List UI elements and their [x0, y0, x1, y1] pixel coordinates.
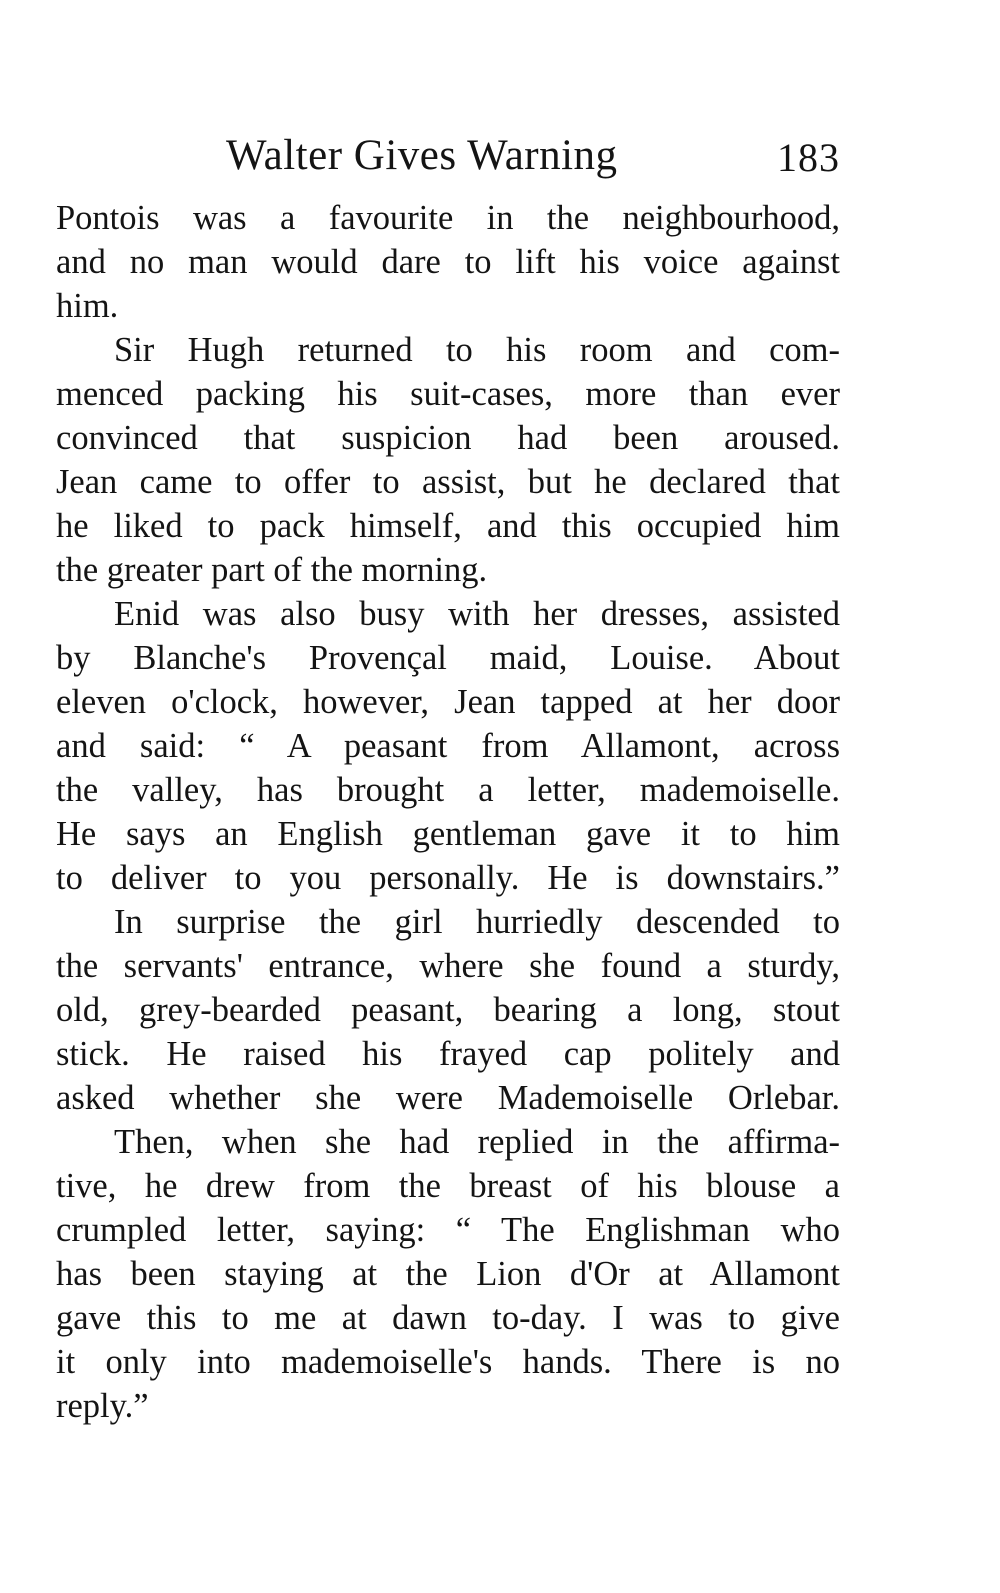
text-line: and said: “ A peasant from Allamont, across [56, 727, 840, 765]
text-line: stick. He raised his frayed cap politely and [56, 1035, 840, 1073]
text-line: crumpled letter, saying: “ The Englishman who [56, 1211, 840, 1249]
text-line: the servants' entrance, where she found a sturdy, [56, 947, 840, 985]
text-line: to deliver to you personally. He is downstairs.” [56, 859, 840, 897]
text-line: Sir Hugh returned to his room and com- [114, 331, 840, 369]
text-line: He says an English gentleman gave it to him [56, 815, 840, 853]
text-line: gave this to me at dawn to-day. I was to give [56, 1299, 840, 1337]
text-line: convinced that suspicion had been aroused. [56, 419, 840, 457]
text-line: old, grey-bearded peasant, bearing a long, stout [56, 991, 840, 1029]
text-line: he liked to pack himself, and this occupied him [56, 507, 840, 545]
text-line: asked whether she were Mademoiselle Orlebar. [56, 1079, 840, 1117]
text-line: by Blanche's Provençal maid, Louise. About [56, 639, 840, 677]
text-line: menced packing his suit-cases, more than ever [56, 375, 840, 413]
running-title: Walter Gives Warning [226, 132, 618, 179]
text-line: the valley, has brought a letter, mademoiselle. [56, 771, 840, 809]
text-line: the greater part of the morning. [56, 551, 488, 589]
text-line: Enid was also busy with her dresses, assisted [114, 595, 840, 633]
text-line: Pontois was a favourite in the neighbourhood, [56, 199, 840, 237]
body-text [56, 196, 840, 1428]
text-line: has been staying at the Lion d'Or at Allamont [56, 1255, 840, 1293]
text-line: and no man would dare to lift his voice against [56, 243, 840, 281]
text-line: In surprise the girl hurriedly descended to [114, 903, 840, 941]
text-line: eleven o'clock, however, Jean tapped at her door [56, 683, 840, 721]
text-line: Jean came to offer to assist, but he declared that [56, 463, 840, 501]
page-number: 183 [777, 135, 840, 180]
text-line: him. [56, 287, 119, 325]
text-line: tive, he drew from the breast of his blouse a [56, 1167, 840, 1205]
text-line: Then, when she had replied in the affirma- [114, 1123, 840, 1161]
text-line: reply.” [56, 1387, 149, 1425]
page-header [56, 128, 840, 188]
text-line: it only into mademoiselle's hands. There is no [56, 1343, 840, 1381]
